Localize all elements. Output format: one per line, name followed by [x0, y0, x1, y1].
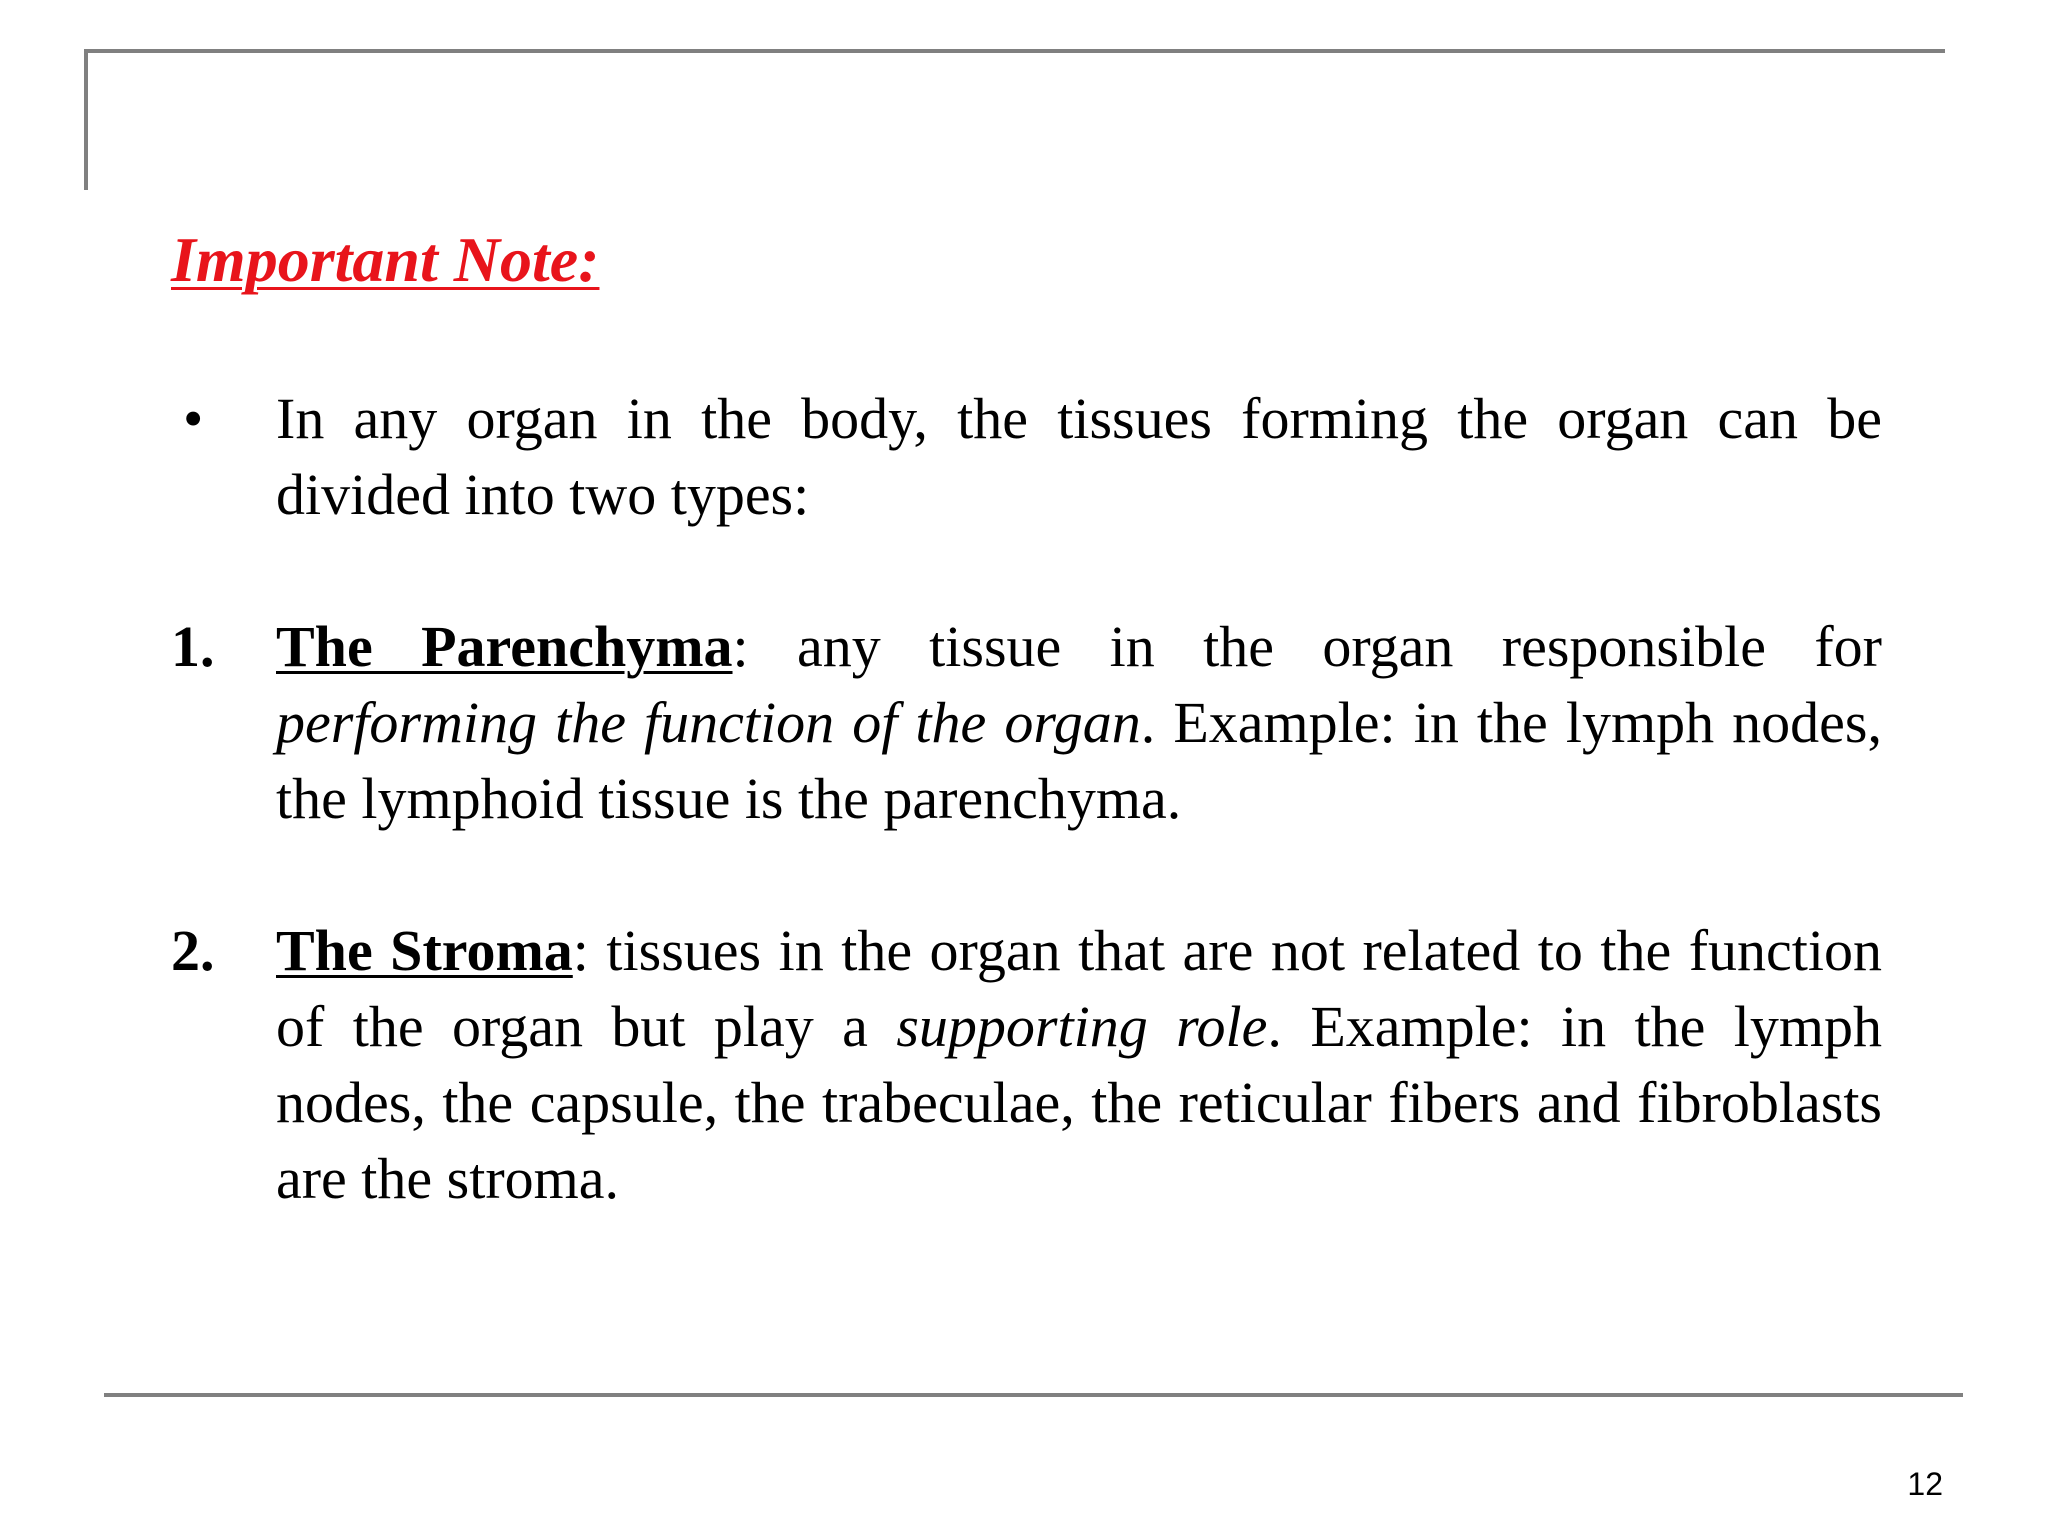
term-stroma: The Stroma — [276, 918, 573, 983]
emphasis-text: performing the function of the organ — [276, 690, 1141, 755]
list-item-parenchyma — [171, 609, 1882, 837]
example-text: . Example: in the lymph nodes, the capsule, the trabeculae, the reticular fibers and fibroblasts are the stroma. — [276, 994, 1882, 1211]
bullet-marker: • — [183, 386, 204, 451]
list-number: 2. — [171, 918, 215, 983]
important-note-heading: Important Note: — [171, 224, 600, 295]
bottom-divider-line — [104, 1393, 1963, 1397]
list-item-stroma — [171, 913, 1882, 1217]
emphasis-text: supporting role — [896, 994, 1268, 1059]
list-item-text — [276, 609, 1882, 837]
top-frame-line — [84, 49, 1945, 53]
term-parenchyma: The Parenchyma — [276, 614, 733, 679]
slide-number: 12 — [1907, 1466, 1943, 1502]
example-text: . Example: in the lymph nodes, the lymphoid tissue is the parenchyma. — [276, 690, 1882, 831]
term-description: : any tissue in the organ responsible for — [732, 614, 1882, 679]
list-number: 1. — [171, 614, 215, 679]
left-frame-line — [84, 49, 88, 190]
intro-text: In any organ in the body, the tissues forming the organ can be divided into two types: — [276, 386, 1882, 527]
term-description: : tissues in the organ that are not related to the function of the organ but play a — [276, 918, 1882, 1059]
slide-content — [171, 381, 1882, 1293]
intro-bullet-item — [171, 381, 1882, 533]
list-item-text — [276, 913, 1882, 1217]
